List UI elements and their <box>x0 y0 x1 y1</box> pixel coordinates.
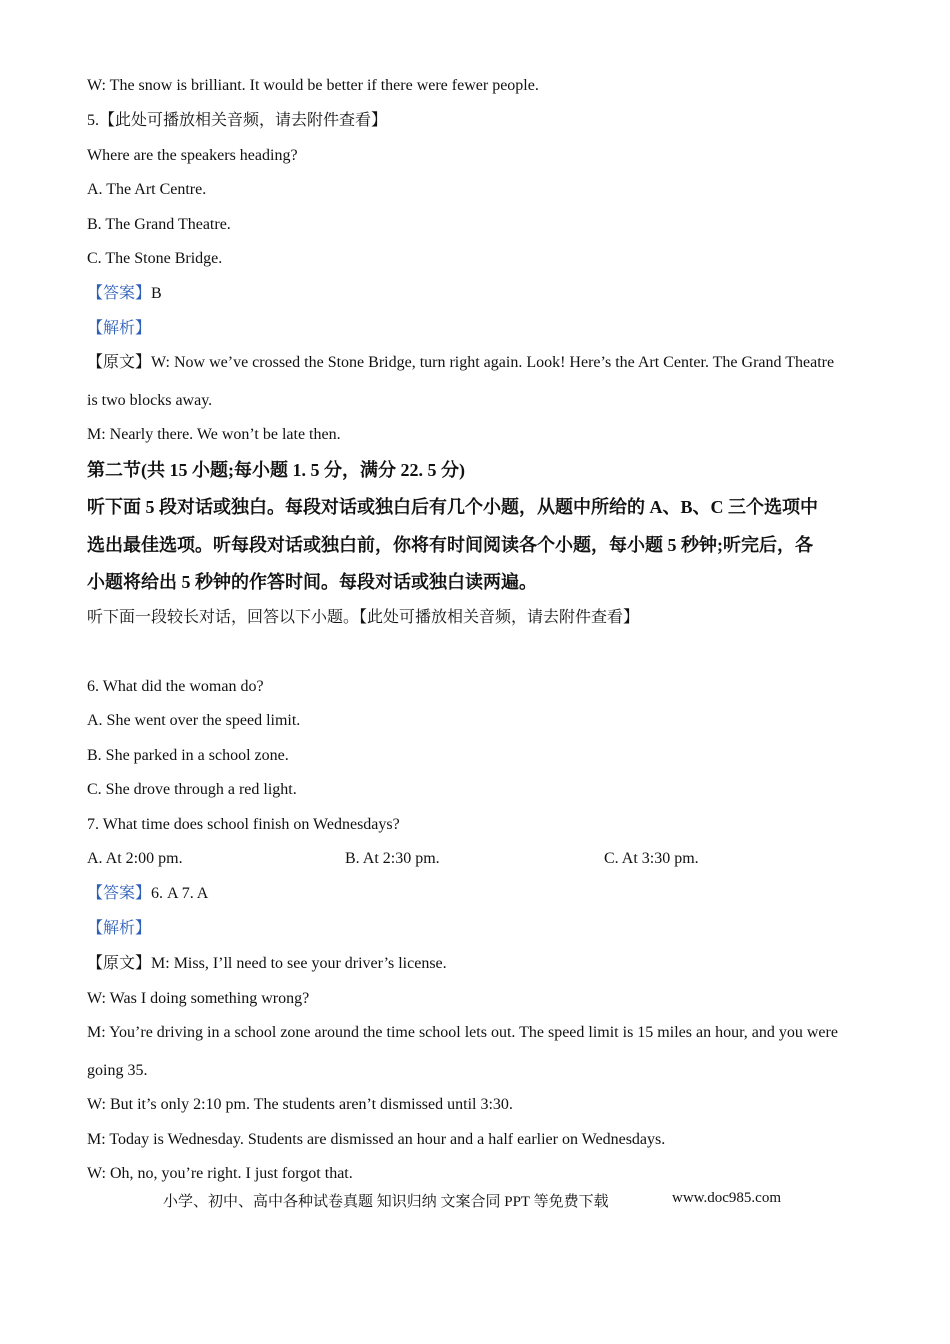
option-a: A. She went over the speed limit. <box>87 712 301 729</box>
dialog-line: M: You’re driving in a school zone around the time school lets out. The speed limit is 15 miles an hour, and you were <box>87 1024 838 1041</box>
answer-line <box>87 284 162 304</box>
original-tag: 【原文】 <box>87 955 152 972</box>
answer-value: B <box>151 285 162 302</box>
answer-value: 6. A 7. A <box>151 885 209 902</box>
question-6-text: 6. What did the woman do? <box>87 678 264 695</box>
dialog-line: M: Nearly there. We won’t be late then. <box>87 426 341 443</box>
long-dialog-instruction: 听下面一段较长对话，回答以下小题。【此处可播放相关音频，请去附件查看】 <box>87 609 640 626</box>
question-7-text: 7. What time does school finish on Wednesdays? <box>87 816 400 833</box>
option-a: A. At 2:00 pm. <box>87 850 183 867</box>
original-tag: 【原文】 <box>87 354 152 371</box>
footer-text: 小学、初中、高中各种试卷真题 知识归纳 文案合同 PPT 等免费下载 <box>163 1194 609 1210</box>
option-b: B. The Grand Theatre. <box>87 216 231 233</box>
answer-line <box>87 884 208 904</box>
question-5-header <box>87 111 387 131</box>
original-text-line <box>87 353 834 373</box>
dialog-line-cont: going 35. <box>87 1062 148 1079</box>
dialog-line: M: Today is Wednesday. Students are dismissed an hour and a half earlier on Wednesdays. <box>87 1131 666 1148</box>
section-2-instruction: 选出最佳选项。听每段对话或独白前，你将有时间阅读各个小题，每小题 5 秒钟;听完后，各 <box>87 535 813 555</box>
option-c: C. She drove through a red light. <box>87 781 297 798</box>
audio-note: 【此处可播放相关音频，请去附件查看】 <box>99 112 388 129</box>
dialog-line: W: Oh, no, you’re right. I just forgot that. <box>87 1165 353 1182</box>
option-a: A. The Art Centre. <box>87 181 207 198</box>
original-text: M: Miss, I’ll need to see your driver’s license. <box>151 955 447 972</box>
section-2-instruction: 小题将给出 5 秒钟的作答时间。每段对话或独白读两遍。 <box>87 572 537 592</box>
original-text-line <box>87 954 447 974</box>
original-text-cont: is two blocks away. <box>87 392 213 409</box>
section-2-title: 第二节(共 15 小题;每小题 1. 5 分，满分 22. 5 分) <box>87 460 465 480</box>
explanation-tag: 【解析】 <box>87 920 152 937</box>
option-b: B. She parked in a school zone. <box>87 747 289 764</box>
option-c: C. The Stone Bridge. <box>87 250 223 267</box>
dialog-line: W: The snow is brilliant. It would be better if there were fewer people. <box>87 77 539 94</box>
footer-url[interactable]: www.doc985.com <box>672 1190 782 1206</box>
answer-tag: 【答案】 <box>87 285 152 302</box>
dialog-line: W: But it’s only 2:10 pm. The students aren’t dismissed until 3:30. <box>87 1096 513 1113</box>
explanation-tag: 【解析】 <box>87 320 152 337</box>
original-text: W: Now we’ve crossed the Stone Bridge, turn right again. Look! Here’s the Art Center. The Grand Theatre <box>151 354 835 371</box>
question-number: 5. <box>87 112 99 129</box>
option-b: B. At 2:30 pm. <box>345 850 440 867</box>
question-5-text: Where are the speakers heading? <box>87 147 298 164</box>
option-c: C. At 3:30 pm. <box>604 850 699 867</box>
dialog-line: W: Was I doing something wrong? <box>87 990 310 1007</box>
answer-tag: 【答案】 <box>87 885 152 902</box>
section-2-instruction: 听下面 5 段对话或独白。每段对话或独白后有几个小题，从题中所给的 A、B、C 三个选项中 <box>87 497 818 517</box>
